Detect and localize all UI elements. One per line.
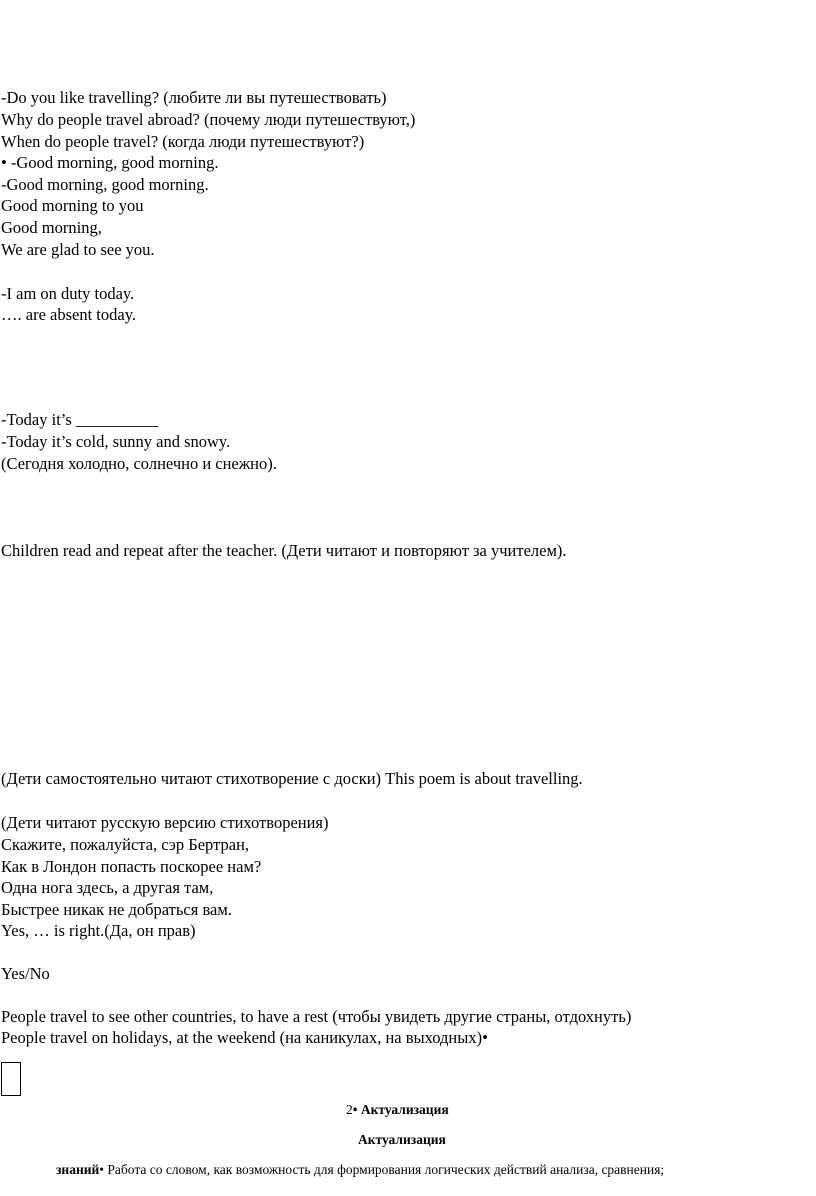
song-line-2: -Good morning, good morning. <box>1 175 209 194</box>
bullet-icon: • <box>99 1162 105 1177</box>
song-line-5: We are glad to see you. <box>1 240 155 259</box>
absent-line: …. are absent today. <box>1 305 137 324</box>
bullet-icon: • <box>352 1102 358 1117</box>
question-why-travel: Why do people travel abroad? (почему люди путешествуют,) <box>1 110 416 129</box>
weather-answer-line: -Today it’s cold, sunny and snowy. <box>1 432 231 451</box>
empty-table-cell <box>1 1062 21 1096</box>
yes-no-line: Yes/No <box>1 964 50 983</box>
weather-translation-line: (Сегодня холодно, солнечно и снежно). <box>1 454 277 473</box>
bullet-icon: • <box>1 153 7 172</box>
poem-line-1: Скажите, пожалуйста, сэр Бертран, <box>1 835 250 854</box>
stage-subheading: Актуализация <box>358 1132 446 1147</box>
bullet-icon: • <box>482 1028 488 1047</box>
song-line-1: • -Good morning, good morning. <box>1 153 219 172</box>
reason-line: People travel to see other countries, to have a rest (чтобы увидеть другие страны, отдохнуть) <box>1 1007 632 1026</box>
repeat-instruction: Children read and repeat after the teacher. (Дети читают и повторяют за учителем). <box>1 541 567 560</box>
poem-line-4: Быстрее никак не добраться вам. <box>1 900 232 919</box>
weather-blank-line: -Today it’s __________ <box>1 410 159 429</box>
poem-line-3: Одна нога здесь, а другая там, <box>1 878 214 897</box>
poem-intro: (Дети самостоятельно читают стихотворение с доски) This poem is about travelling. <box>1 769 583 788</box>
question-like-travelling: -Do you like travelling? (любите ли вы путешествовать) <box>1 88 387 107</box>
song-line-3: Good morning to you <box>1 196 144 215</box>
song-line-4: Good morning, <box>1 218 102 237</box>
question-when-travel: When do people travel? (когда люди путешествуют?) <box>1 132 365 151</box>
stage-heading: 2• Актуализация <box>346 1102 449 1117</box>
poem-answer: Yes, … is right.(Да, он прав) <box>1 921 196 940</box>
poem-line-2: Как в Лондон попасть поскорее нам? <box>1 857 262 876</box>
duty-line: -I am on duty today. <box>1 284 135 303</box>
when-line: People travel on holidays, at the weekend (на каникулах, на выходных)• <box>1 1028 488 1047</box>
poem-russian-intro: (Дети читают русскую версию стихотворения) <box>1 813 329 832</box>
stage-description: знаний• Работа со словом, как возможность для формирования логических действий анализа, сравнения; <box>56 1162 665 1177</box>
